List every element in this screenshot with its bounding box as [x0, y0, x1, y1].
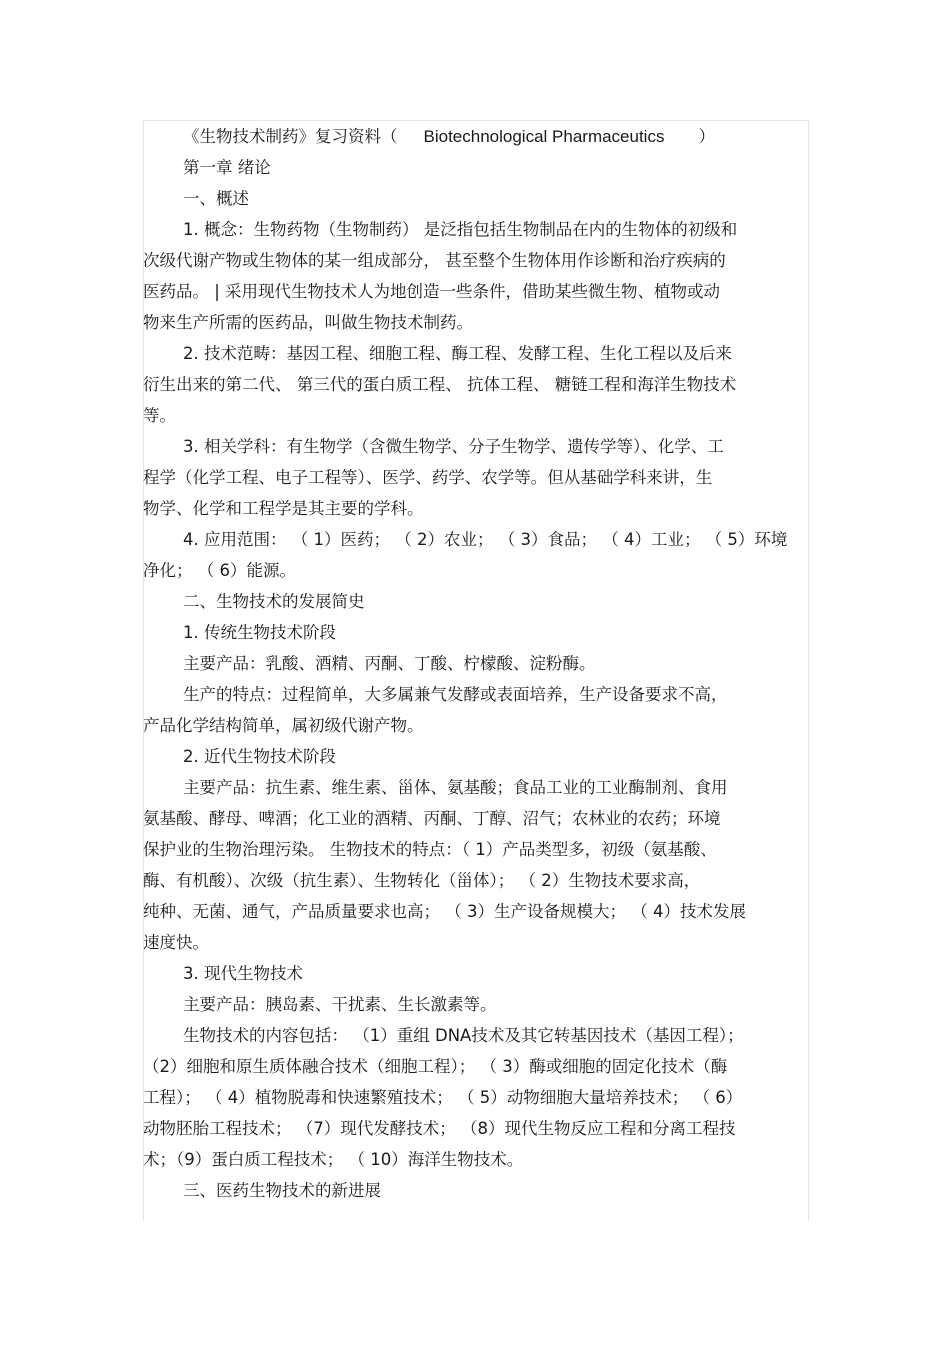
paragraph-line: 速度快。 [143, 933, 209, 952]
paragraph-line: 净化； （ 6）能源。 [143, 561, 296, 580]
paragraph-line: 产品化学结构简单，属初级代谢产物。 [143, 716, 424, 735]
paragraph-line: 程学（化学工程、电子工程等）、医学、药学、农学等。但从基础学科来讲，生 [143, 468, 713, 487]
paragraph-line: 衍生出来的第二代、 第三代的蛋白质工程、 抗体工程、 糖链工程和海洋生物技术 [143, 375, 737, 394]
paragraph-line: 物来生产所需的医药品，叫做生物技术制药。 [143, 313, 473, 332]
paragraph-line: 4. 应用范围： （ 1）医药； （ 2）农业； （ 3）食品； （ 4）工业； （ 5）环境 [183, 530, 788, 549]
paragraph-line: 主要产品：胰岛素、干扰素、生长激素等。 [183, 995, 497, 1014]
title-close-paren: ） [698, 127, 715, 146]
paragraph-line: （2）细胞和原生质体融合技术（细胞工程）； （ 3）酶或细胞的固定化技术（酶 [143, 1057, 728, 1076]
document-body [143, 121, 807, 1206]
paragraph-line: 保护业的生物治理污染。 生物技术的特点：（ 1）产品类型多，初级（氨基酸、 [143, 840, 717, 859]
paragraph-line: 2. 技术范畴：基因工程、细胞工程、酶工程、发酵工程、生化工程以及后来 [183, 344, 732, 363]
section-heading: 一、概述 [183, 189, 249, 208]
paragraph-line: 生物技术的内容包括： （1）重组 DNA技术及其它转基因技术（基因工程）； [183, 1026, 744, 1045]
subsection-heading: 3. 现代生物技术 [183, 964, 303, 983]
section-heading: 二、生物技术的发展简史 [183, 592, 365, 611]
document-title [143, 121, 807, 152]
paragraph-line: 动物胚胎工程技术； （7）现代发酵技术； （8）现代生物反应工程和分离工程技 [143, 1119, 736, 1138]
paragraph-line: 主要产品：抗生素、维生素、甾体、氨基酸；食品工业的工业酶制剂、食用 [183, 778, 728, 797]
paragraph-line: 物学、化学和工程学是其主要的学科。 [143, 499, 424, 518]
title-chinese: 《生物技术制药》复习资料（ [183, 127, 398, 146]
paragraph-line: 术；（9）蛋白质工程技术； （ 10）海洋生物技术。 [143, 1150, 524, 1169]
paragraph-line: 医药品。 | 采用现代生物技术人为地创造一些条件，借助某些微生物、植物或动 [143, 282, 721, 301]
paragraph-line: 3. 相关学科：有生物学（含微生物学、分子生物学、遗传学等）、化学、工 [183, 437, 724, 456]
paragraph-line: 工程）； （ 4）植物脱毒和快速繁殖技术； （ 5）动物细胞大量培养技术； （ 6） [143, 1088, 743, 1107]
paragraph-line: 主要产品：乳酸、酒精、丙酮、丁酸、柠檬酸、淀粉酶。 [183, 654, 596, 673]
title-english: Biotechnological Pharmaceutics [423, 127, 665, 146]
paragraph-line: 酶、有机酸）、次级（抗生素）、生物转化（甾体）； （ 2）生物技术要求高， [143, 871, 701, 890]
paragraph-line: 生产的特点：过程简单，大多属兼气发酵或表面培养，生产设备要求不高， [183, 685, 728, 704]
paragraph-line: 纯种、无菌、通气，产品质量要求也高； （ 3）生产设备规模大； （ 4）技术发展 [143, 902, 746, 921]
subsection-heading: 1. 传统生物技术阶段 [183, 623, 336, 642]
paragraph-line: 等。 [143, 406, 176, 425]
paragraph-line: 氨基酸、酵母、啤酒；化工业的酒精、丙酮、丁醇、沼气；农林业的农药；环境 [143, 809, 721, 828]
paragraph-line: 次级代谢产物或生物体的某一组成部分， 甚至整个生物体用作诊断和治疗疾病的 [143, 251, 726, 270]
paragraph-line: 1. 概念：生物药物（生物制药） 是泛指包括生物制品在内的生物体的初级和 [183, 220, 738, 239]
section-heading: 三、医药生物技术的新进展 [183, 1181, 381, 1200]
subsection-heading: 2. 近代生物技术阶段 [183, 747, 336, 766]
chapter-heading: 第一章 绪论 [183, 158, 271, 177]
